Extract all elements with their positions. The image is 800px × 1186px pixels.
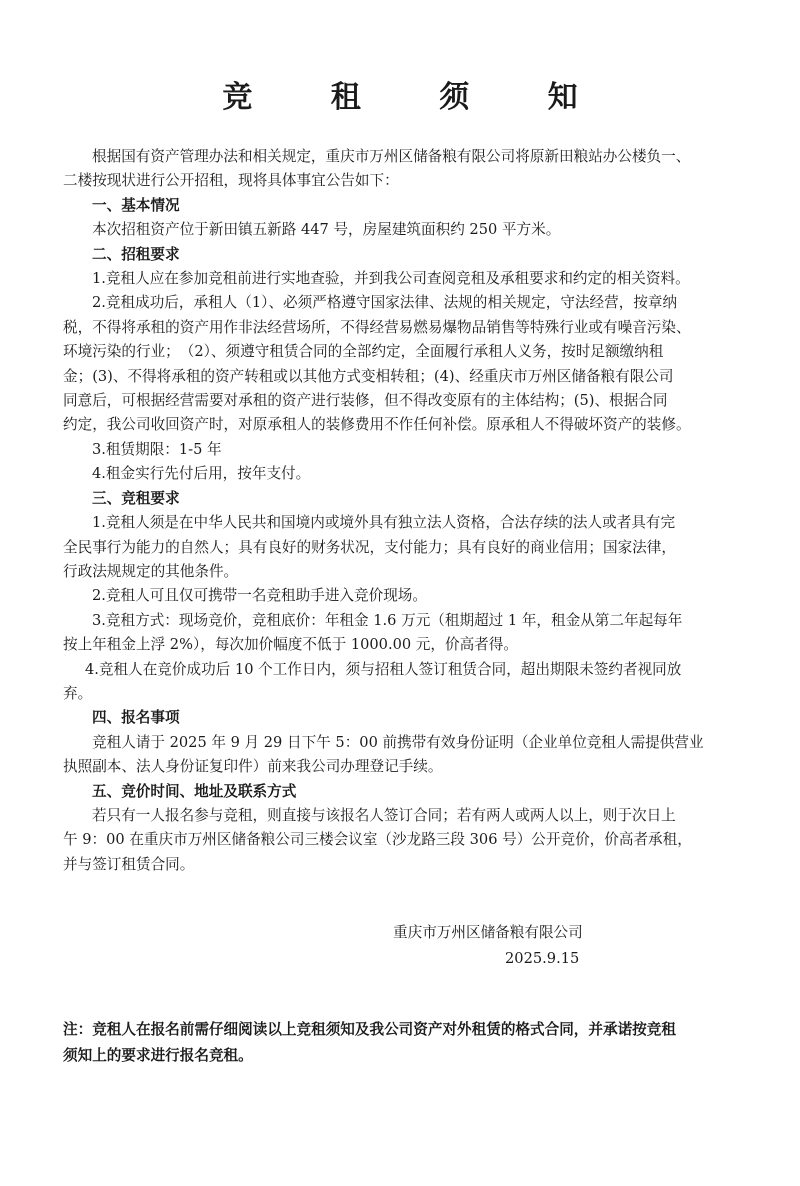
registration-line: 执照副本、法人身份证复印件）前来我公司办理登记手续。 bbox=[63, 758, 443, 776]
footnote-line: 注：竞租人在报名前需仔细阅读以上竞租须知及我公司资产对外租赁的格式合同，并承诺按竞租 bbox=[63, 1021, 676, 1038]
bid-req-item-4-line: 弃。 bbox=[63, 684, 93, 702]
lease-req-item-2-line: 金；(3)、不得将承租的资产转租或以其他方式变相转租；(4)、经重庆市万州区储备粮有限公司 bbox=[63, 367, 674, 385]
bidding-time-line: 并与签订租赁合同。 bbox=[63, 855, 195, 873]
bid-req-item-1-line: 1.竞租人须是在中华人民共和国境内或境外具有独立法人资格，合法存续的法人或者具有完 bbox=[92, 514, 676, 532]
bidding-time-line: 若只有一人报名参与竞租，则直接与该报名人签订合同；若有两人或两人以上，则于次日上 bbox=[92, 806, 676, 824]
section-heading-registration: 四、报名事项 bbox=[92, 709, 180, 727]
lease-req-item-2-line: 约定，我公司收回资产时，对原承租人的装修费用不作任何补偿。原承租人不得破坏资产的装修。 bbox=[63, 416, 691, 434]
section-heading-bidding-requirements: 三、竞租要求 bbox=[92, 489, 180, 507]
lease-req-item-1: 1.竞租人应在参加竞租前进行实地查验，并到我公司查阅竞租及承租要求和约定的相关资料。 bbox=[92, 270, 690, 288]
footnote-line: 须知上的要求进行报名竞租。 bbox=[63, 1047, 253, 1064]
section-heading-lease-requirements: 二、招租要求 bbox=[92, 245, 180, 263]
bid-req-item-3-line: 按上年租金上浮 2%），每次加价幅度不低于 1000.00 元，价高者得。 bbox=[63, 636, 518, 654]
bid-req-item-4-line: 4.竞租人在竞价成功后 10 个工作日内，须与招租人签订租赁合同，超出期限未签约者视同放 bbox=[85, 660, 682, 678]
document-title: 竞 租 须 知 bbox=[222, 80, 612, 115]
document-body bbox=[63, 145, 753, 877]
bid-req-item-2: 2.竞租人可且仅可携带一名竞租助手进入竞价现场。 bbox=[92, 587, 427, 605]
bidding-time-line: 午 9：00 在重庆市万州区储备粮公司三楼会议室（沙龙路三段 306 号）公开竞价，价高者承租， bbox=[63, 831, 692, 849]
footnote bbox=[63, 1017, 758, 1069]
intro-line: 根据国有资产管理办法和相关规定，重庆市万州区储备粮有限公司将原新田粮站办公楼负一、 bbox=[92, 148, 691, 165]
bid-req-item-1-line: 全民事行为能力的自然人；具有良好的财务状况，支付能力；具有良好的商业信用；国家法律， bbox=[63, 538, 676, 556]
lease-req-item-2-line: 2.竞租成功后，承租人（1）、必须严格遵守国家法律、法规的相关规定，守法经营，按章纳 bbox=[92, 294, 678, 312]
signature-company: 重庆市万州区储备粮有限公司 bbox=[393, 924, 583, 941]
section-heading-bidding-time-place: 五、竞价时间、地址及联系方式 bbox=[92, 782, 297, 800]
intro-line: 二楼按现状进行公开招租，现将具体事宜公告如下： bbox=[63, 172, 399, 190]
signature-date: 2025.9.15 bbox=[505, 950, 580, 967]
lease-req-item-4: 4.租金实行先付后用，按年支付。 bbox=[92, 465, 311, 483]
basic-info-line: 本次招租资产位于新田镇五新路 447 号，房屋建筑面积约 250 平方米。 bbox=[92, 221, 561, 239]
lease-req-item-2-line: 环境污染的行业； （2）、须遵守租赁合同的全部约定，全面履行承租人义务，按时足额缴纳租 bbox=[63, 343, 664, 361]
section-heading-basic-info: 一、基本情况 bbox=[92, 196, 180, 214]
lease-req-item-2-line: 同意后，可根据经营需要对承租的资产进行装修，但不得改变原有的主体结构；(5)、根据合同 bbox=[63, 392, 668, 410]
bid-req-item-3-line: 3.竞租方式：现场竞价，竞租底价：年租金 1.6 万元（租期超过 1 年，租金从第二年起每年 bbox=[92, 611, 683, 629]
registration-line: 竞租人请于 2025 年 9 月 29 日下午 5：00 前携带有效身份证明（企业单位竞租人需提供营业 bbox=[92, 733, 704, 751]
bid-req-item-1-line: 行政法规规定的其他条件。 bbox=[63, 562, 239, 580]
lease-req-item-2-line: 税，不得将承租的资产用作非法经营场所，不得经营易燃易爆物品销售等特殊行业或有噪音污染、 bbox=[63, 318, 691, 336]
lease-req-item-3: 3.租赁期限：1-5 年 bbox=[92, 440, 222, 458]
